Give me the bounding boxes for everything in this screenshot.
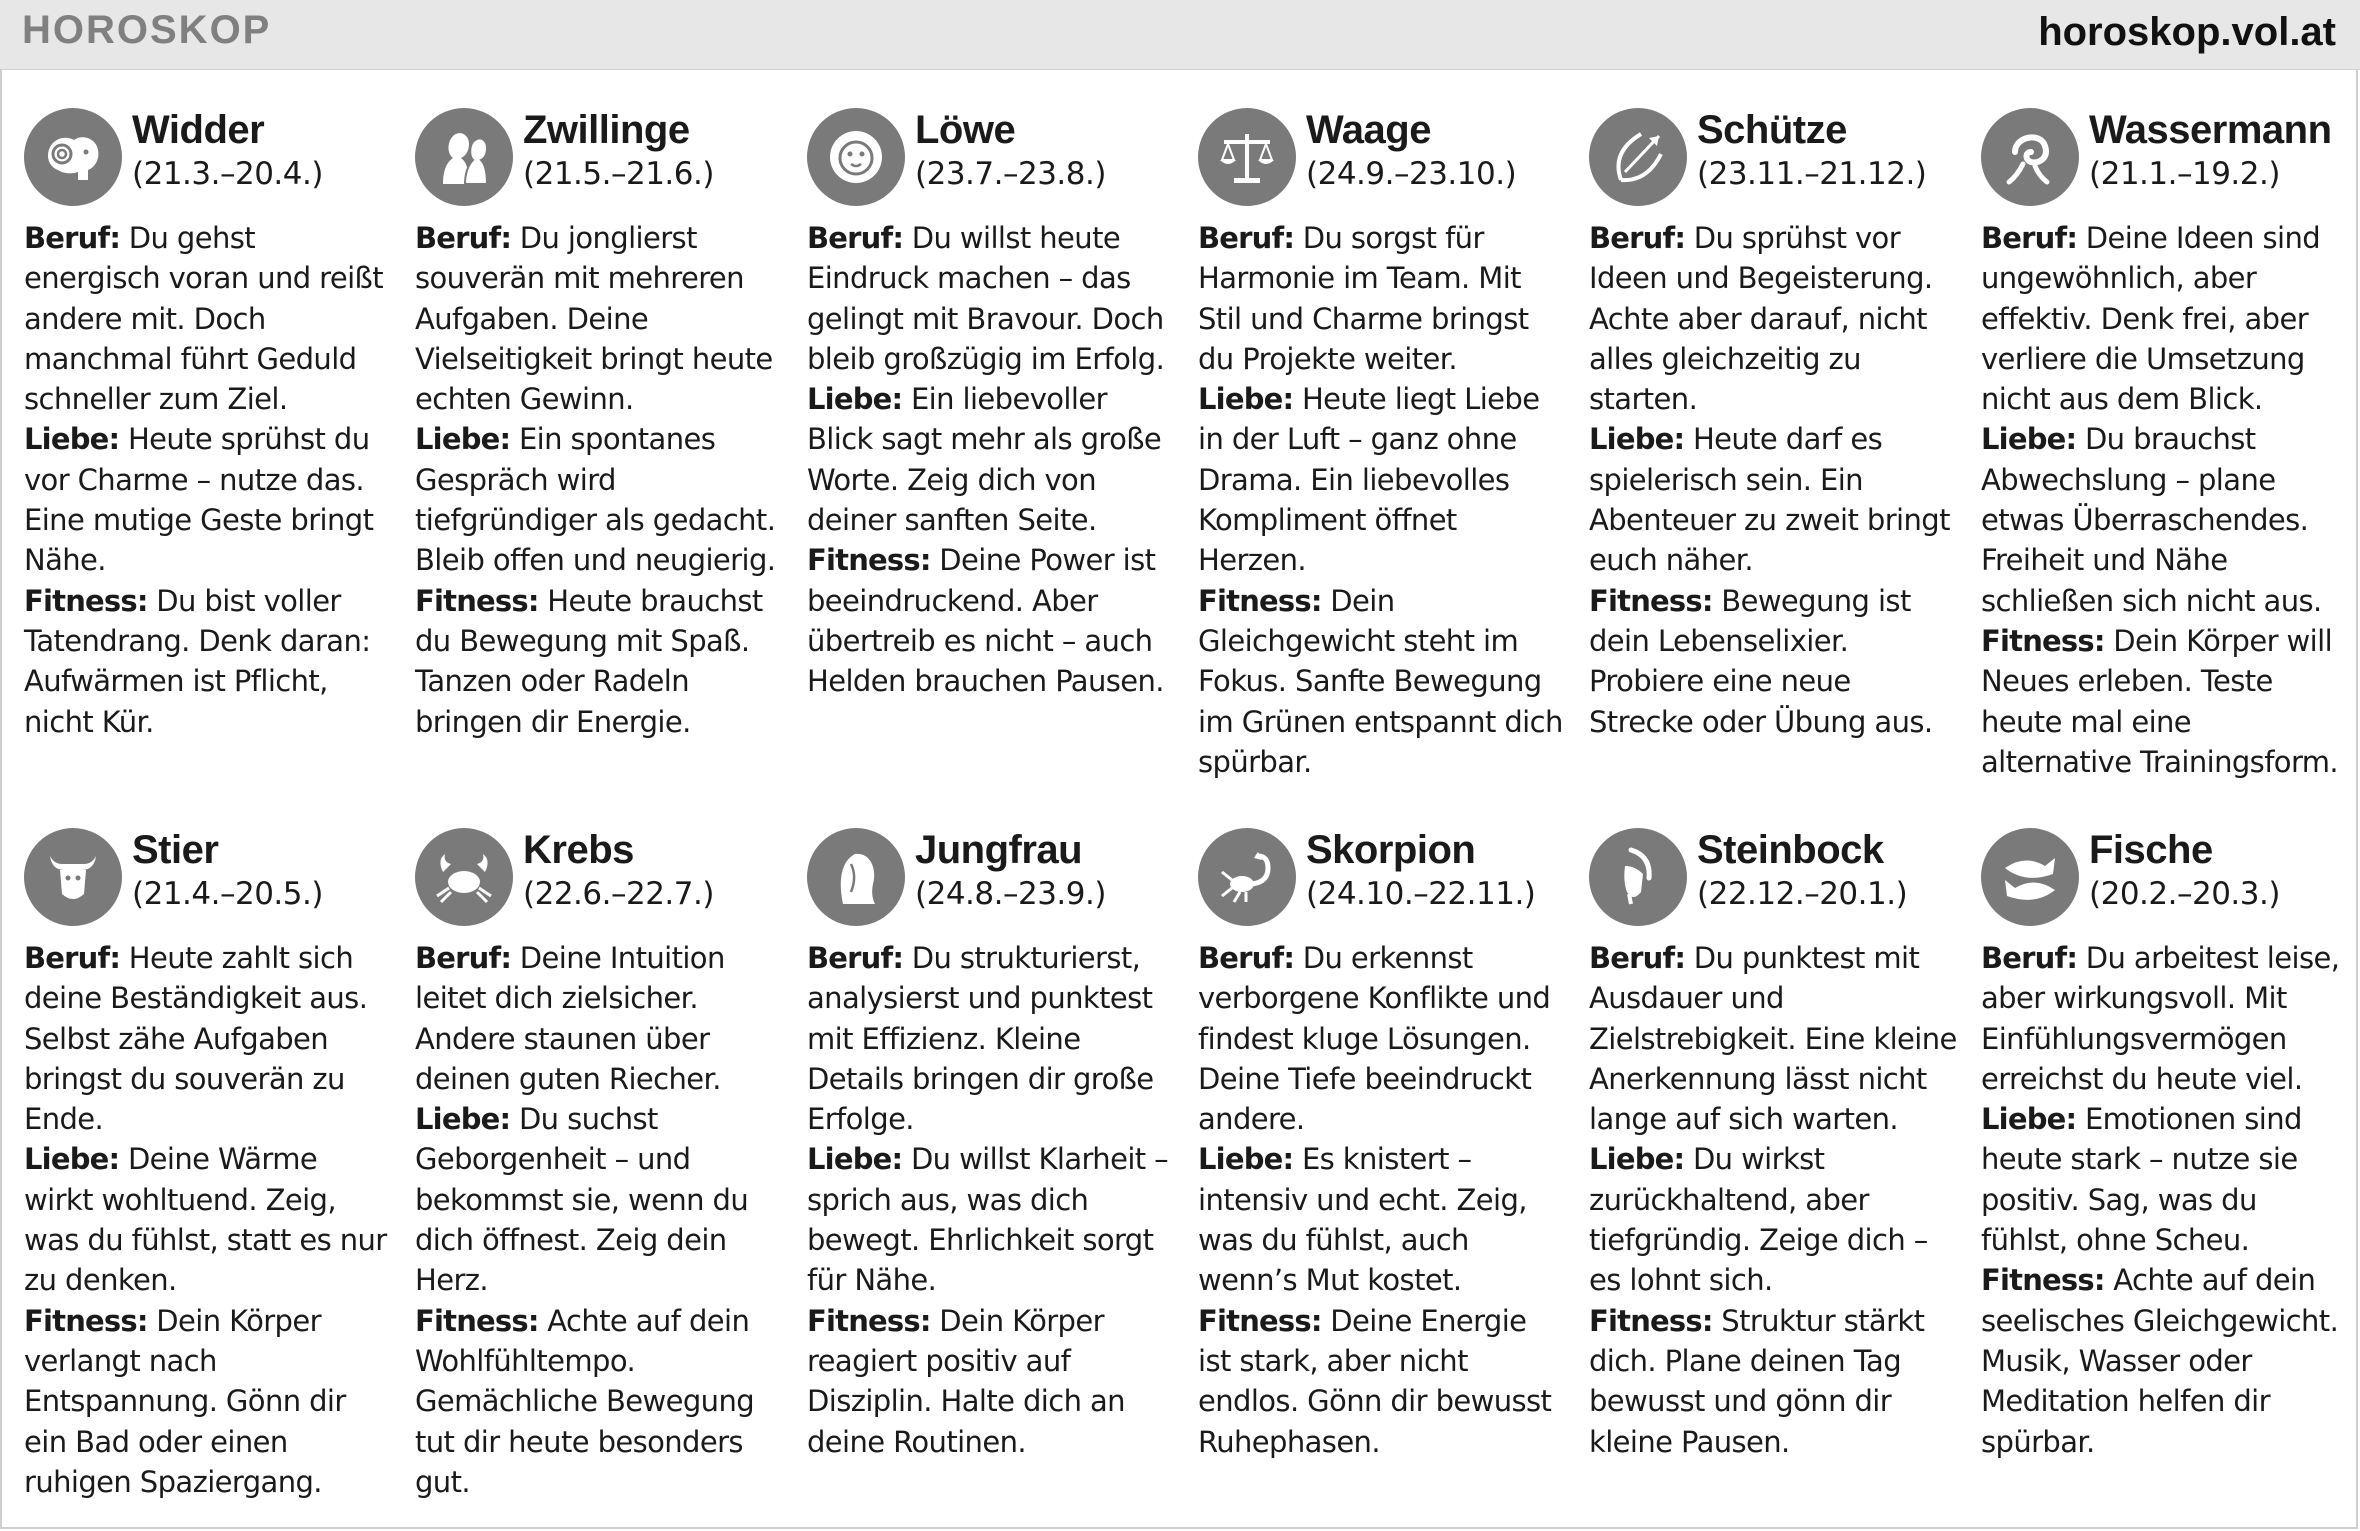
sign-date: (21.4.–20.5.) <box>132 876 323 912</box>
text-fitness: Dein Körper reagiert positiv auf Disziplin. Halte dich an deine Routinen. <box>807 1303 1125 1459</box>
text-liebe: Du willst Klarheit – sprich aus, was dich bewegt. Ehrlichkeit sorgt für Nähe. <box>807 1142 1169 1298</box>
label-fitness: Fitness: <box>24 583 148 618</box>
text-fitness: Heute brauchst du Bewegung mit Spaß. Tanzen oder Radeln bringen dir Energie. <box>415 583 763 739</box>
sign-text <box>1589 938 1957 1462</box>
label-beruf: Beruf: <box>1981 221 2078 255</box>
label-liebe: Liebe: <box>415 1102 511 1137</box>
text-fitness: Deine Energie ist stark, aber nicht endlos. Gönn dir bewusst Ruhephasen. <box>1198 1303 1552 1459</box>
text-beruf: Du jonglierst souverän mit mehreren Aufgaben. Deine Vielseitigkeit bringt heute echten Gewinn. <box>415 221 773 417</box>
label-liebe: Liebe: <box>415 422 511 457</box>
text-fitness: Dein Körper verlangt nach Entspannung. Gönn dir ein Bad oder einen ruhigen Spaziergang. <box>24 1303 346 1499</box>
text-liebe: Deine Wärme wirkt wohltuend. Zeig, was du fühlst, statt es nur zu denken. <box>24 1142 387 1298</box>
text-beruf: Du strukturierst, analysierst und punktest mit Effizienz. Kleine Details bringen dir große Erfolge. <box>807 941 1154 1137</box>
text-fitness: Dein Gleichgewicht steht im Fokus. Sanfte Bewegung im Grünen entspannt dich spürbar. <box>1198 583 1563 779</box>
sign-name: Krebs <box>523 828 634 872</box>
sign-name: Fische <box>2089 828 2213 872</box>
sign-date: (22.12.–20.1.) <box>1697 876 1908 912</box>
label-beruf: Beruf: <box>807 941 904 975</box>
sign-header <box>24 828 392 938</box>
sign-name: Jungfrau <box>915 828 1083 872</box>
sign-date: (23.7.–23.8.) <box>915 156 1106 192</box>
label-fitness: Fitness: <box>807 1303 931 1338</box>
sign-header <box>1589 108 1957 218</box>
fish-icon <box>1981 828 2079 926</box>
text-liebe: Heute liegt Liebe in der Luft – ganz ohne Drama. Ein liebevolles Kompliment öffnet Herzen. <box>1198 382 1540 578</box>
page-header <box>0 0 2360 70</box>
sign-text <box>415 938 783 1502</box>
sign-name: Stier <box>132 828 219 872</box>
label-liebe: Liebe: <box>807 382 903 417</box>
sign-header <box>1198 828 1566 938</box>
sign-name: Steinbock <box>1697 828 1884 872</box>
sign-header <box>415 108 783 218</box>
label-liebe: Liebe: <box>24 1142 120 1177</box>
text-fitness: Achte auf dein seelisches Gleichgewicht. Musik, Wasser oder Meditation helfen dir spürbar. <box>1981 1263 2339 1459</box>
label-liebe: Liebe: <box>1981 1102 2077 1137</box>
sign-date: (24.9.–23.10.) <box>1306 156 1517 192</box>
sign-text <box>807 218 1175 702</box>
label-beruf: Beruf: <box>807 221 904 255</box>
crab-icon <box>415 828 513 926</box>
sign-date: (22.6.–22.7.) <box>523 876 714 912</box>
text-liebe: Du wirkst zurückhaltend, aber tiefgründig. Zeige dich – es lohnt sich. <box>1589 1142 1928 1298</box>
text-liebe: Ein spontanes Gespräch wird tiefgründiger als gedacht. Bleib offen und neugierig. <box>415 422 776 578</box>
sign-text <box>415 218 783 742</box>
label-fitness: Fitness: <box>415 1303 539 1338</box>
label-fitness: Fitness: <box>415 583 539 618</box>
bull-icon <box>24 828 122 926</box>
archer-icon <box>1589 108 1687 206</box>
sign-text <box>1981 938 2349 1462</box>
label-beruf: Beruf: <box>24 221 121 255</box>
sign-name: Skorpion <box>1306 828 1476 872</box>
sign-3 <box>807 108 1175 702</box>
label-fitness: Fitness: <box>1589 583 1713 618</box>
sign-text <box>807 938 1175 1462</box>
text-fitness: Achte auf dein Wohlfühltempo. Gemächliche Bewegung tut dir heute besonders gut. <box>415 1303 755 1499</box>
goat-icon <box>1589 828 1687 926</box>
sign-header <box>807 828 1175 938</box>
label-beruf: Beruf: <box>1198 221 1295 255</box>
sign-date: (24.10.–22.11.) <box>1306 876 1536 912</box>
text-beruf: Deine Ideen sind ungewöhnlich, aber effektiv. Denk frei, aber verliere die Umsetzung nicht aus dem Blick. <box>1981 221 2321 417</box>
text-beruf: Du willst heute Eindruck machen – das gelingt mit Bravour. Doch bleib großzügig im Erfolg. <box>807 221 1165 376</box>
label-fitness: Fitness: <box>1981 623 2105 658</box>
text-fitness: Du bist voller Tatendrang. Denk daran: Aufwärmen ist Pflicht, nicht Kür. <box>24 583 371 739</box>
text-liebe: Es knistert – intensiv und echt. Zeig, was du fühlst, auch wenn’s Mut kostet. <box>1198 1142 1527 1298</box>
label-fitness: Fitness: <box>1589 1303 1713 1338</box>
sign-name: Schütze <box>1697 108 1847 152</box>
label-fitness: Fitness: <box>1198 583 1322 618</box>
sign-9 <box>807 828 1175 1462</box>
text-liebe: Du brauchst Abwechslung – plane etwas Überraschendes. Freiheit und Nähe schließen sich nicht aus. <box>1981 422 2322 618</box>
sign-text <box>1198 218 1566 782</box>
label-fitness: Fitness: <box>1198 1303 1322 1338</box>
sign-header <box>807 108 1175 218</box>
label-liebe: Liebe: <box>1589 1142 1685 1177</box>
label-liebe: Liebe: <box>1198 382 1294 417</box>
sign-date: (21.3.–20.4.) <box>132 156 323 192</box>
sign-date: (21.5.–21.6.) <box>523 156 714 192</box>
scorpion-icon <box>1198 828 1296 926</box>
sign-1 <box>24 108 392 742</box>
sign-7 <box>24 828 392 1502</box>
label-liebe: Liebe: <box>24 422 120 457</box>
text-beruf: Du punktest mit Ausdauer und Zielstrebigkeit. Eine kleine Anerkennung lässt nicht lange auf sich warten. <box>1589 941 1957 1137</box>
sign-date: (20.2.–20.3.) <box>2089 876 2280 912</box>
sign-name: Löwe <box>915 108 1016 152</box>
text-fitness: Dein Körper will Neues erleben. Teste heute mal eine alternative Trainingsform. <box>1981 623 2339 779</box>
sign-header <box>1198 108 1566 218</box>
text-beruf: Deine Intuition leitet dich zielsicher. Andere staunen über deinen guten Riecher. <box>415 941 725 1096</box>
text-liebe: Heute sprühst du vor Charme – nutze das. Eine mutige Geste bringt Nähe. <box>24 422 374 578</box>
lion-icon <box>807 108 905 206</box>
text-beruf: Du gehst energisch voran und reißt andere mit. Doch manchmal führt Geduld schneller zum Ziel. <box>24 221 383 417</box>
text-liebe: Du suchst Geborgenheit – und bekommst sie, wenn du dich öffnest. Zeig dein Herz. <box>415 1102 749 1298</box>
sign-text <box>24 218 392 742</box>
sign-date: (21.1.–19.2.) <box>2089 156 2280 192</box>
sign-8 <box>415 828 783 1502</box>
sign-header <box>1589 828 1957 938</box>
label-beruf: Beruf: <box>1589 941 1686 975</box>
text-beruf: Du sorgst für Harmonie im Team. Mit Stil und Charme bringst du Projekte weiter. <box>1198 221 1529 376</box>
label-beruf: Beruf: <box>24 941 121 975</box>
sign-text <box>1981 218 2349 782</box>
text-beruf: Du erkennst verborgene Konflikte und findest kluge Lösungen. Deine Tiefe beeindruckt andere. <box>1198 941 1551 1137</box>
text-beruf: Heute zahlt sich deine Beständigkeit aus. Selbst zähe Aufgaben bringst du souverän zu Ende. <box>24 941 368 1137</box>
site-link[interactable]: horoskop.vol.at <box>2038 10 2336 54</box>
text-liebe: Emotionen sind heute stark – nutze sie positiv. Sag, was du fühlst, ohne Scheu. <box>1981 1102 2302 1258</box>
sign-5 <box>1589 108 1957 742</box>
text-fitness: Struktur stärkt dich. Plane deinen Tag bewusst und gönn dir kleine Pausen. <box>1589 1303 1925 1459</box>
text-beruf: Du sprühst vor Ideen und Begeisterung. Achte aber darauf, nicht alles gleichzeitig zu starten. <box>1589 221 1933 417</box>
label-liebe: Liebe: <box>807 1142 903 1177</box>
sign-4 <box>1198 108 1566 782</box>
label-beruf: Beruf: <box>415 941 512 975</box>
sign-name: Zwillinge <box>523 108 690 152</box>
sign-header <box>24 108 392 218</box>
scales-icon <box>1198 108 1296 206</box>
water-bearer-icon <box>1981 108 2079 206</box>
text-beruf: Du arbeitest leise, aber wirkungsvoll. Mit Einfühlungsvermögen erreichst du heute viel. <box>1981 941 2340 1096</box>
sign-text <box>1589 218 1957 742</box>
twins-icon <box>415 108 513 206</box>
text-fitness: Bewegung ist dein Lebenselixier. Probiere eine neue Strecke oder Übung aus. <box>1589 583 1933 739</box>
sign-10 <box>1198 828 1566 1462</box>
label-fitness: Fitness: <box>1981 1263 2105 1298</box>
sign-text <box>1198 938 1566 1462</box>
sign-name: Waage <box>1306 108 1431 152</box>
label-beruf: Beruf: <box>1589 221 1686 255</box>
label-liebe: Liebe: <box>1981 422 2077 457</box>
text-liebe: Ein liebevoller Blick sagt mehr als große Worte. Zeig dich von deiner sanften Seite. <box>807 382 1162 538</box>
sign-header <box>1981 828 2349 938</box>
label-beruf: Beruf: <box>1198 941 1295 975</box>
sign-12 <box>1981 828 2349 1462</box>
sign-text <box>24 938 392 1502</box>
label-fitness: Fitness: <box>807 543 931 578</box>
sign-6 <box>1981 108 2349 782</box>
label-fitness: Fitness: <box>24 1303 148 1338</box>
page-title: HOROSKOP <box>22 8 272 52</box>
sign-date: (23.11.–21.12.) <box>1697 156 1927 192</box>
sign-date: (24.8.–23.9.) <box>915 876 1106 912</box>
label-beruf: Beruf: <box>1981 941 2078 975</box>
ram-icon <box>24 108 122 206</box>
sign-11 <box>1589 828 1957 1462</box>
label-liebe: Liebe: <box>1198 1142 1294 1177</box>
virgin-icon <box>807 828 905 926</box>
sign-header <box>415 828 783 938</box>
label-beruf: Beruf: <box>415 221 512 255</box>
text-fitness: Deine Power ist beeindruckend. Aber übertreib es nicht – auch Helden brauchen Pausen. <box>807 543 1164 699</box>
sign-name: Wassermann <box>2089 108 2332 152</box>
sign-2 <box>415 108 783 742</box>
sign-header <box>1981 108 2349 218</box>
sign-name: Widder <box>132 108 265 152</box>
text-liebe: Heute darf es spielerisch sein. Ein Abenteuer zu zweit bringt euch näher. <box>1589 422 1950 578</box>
label-liebe: Liebe: <box>1589 422 1685 457</box>
